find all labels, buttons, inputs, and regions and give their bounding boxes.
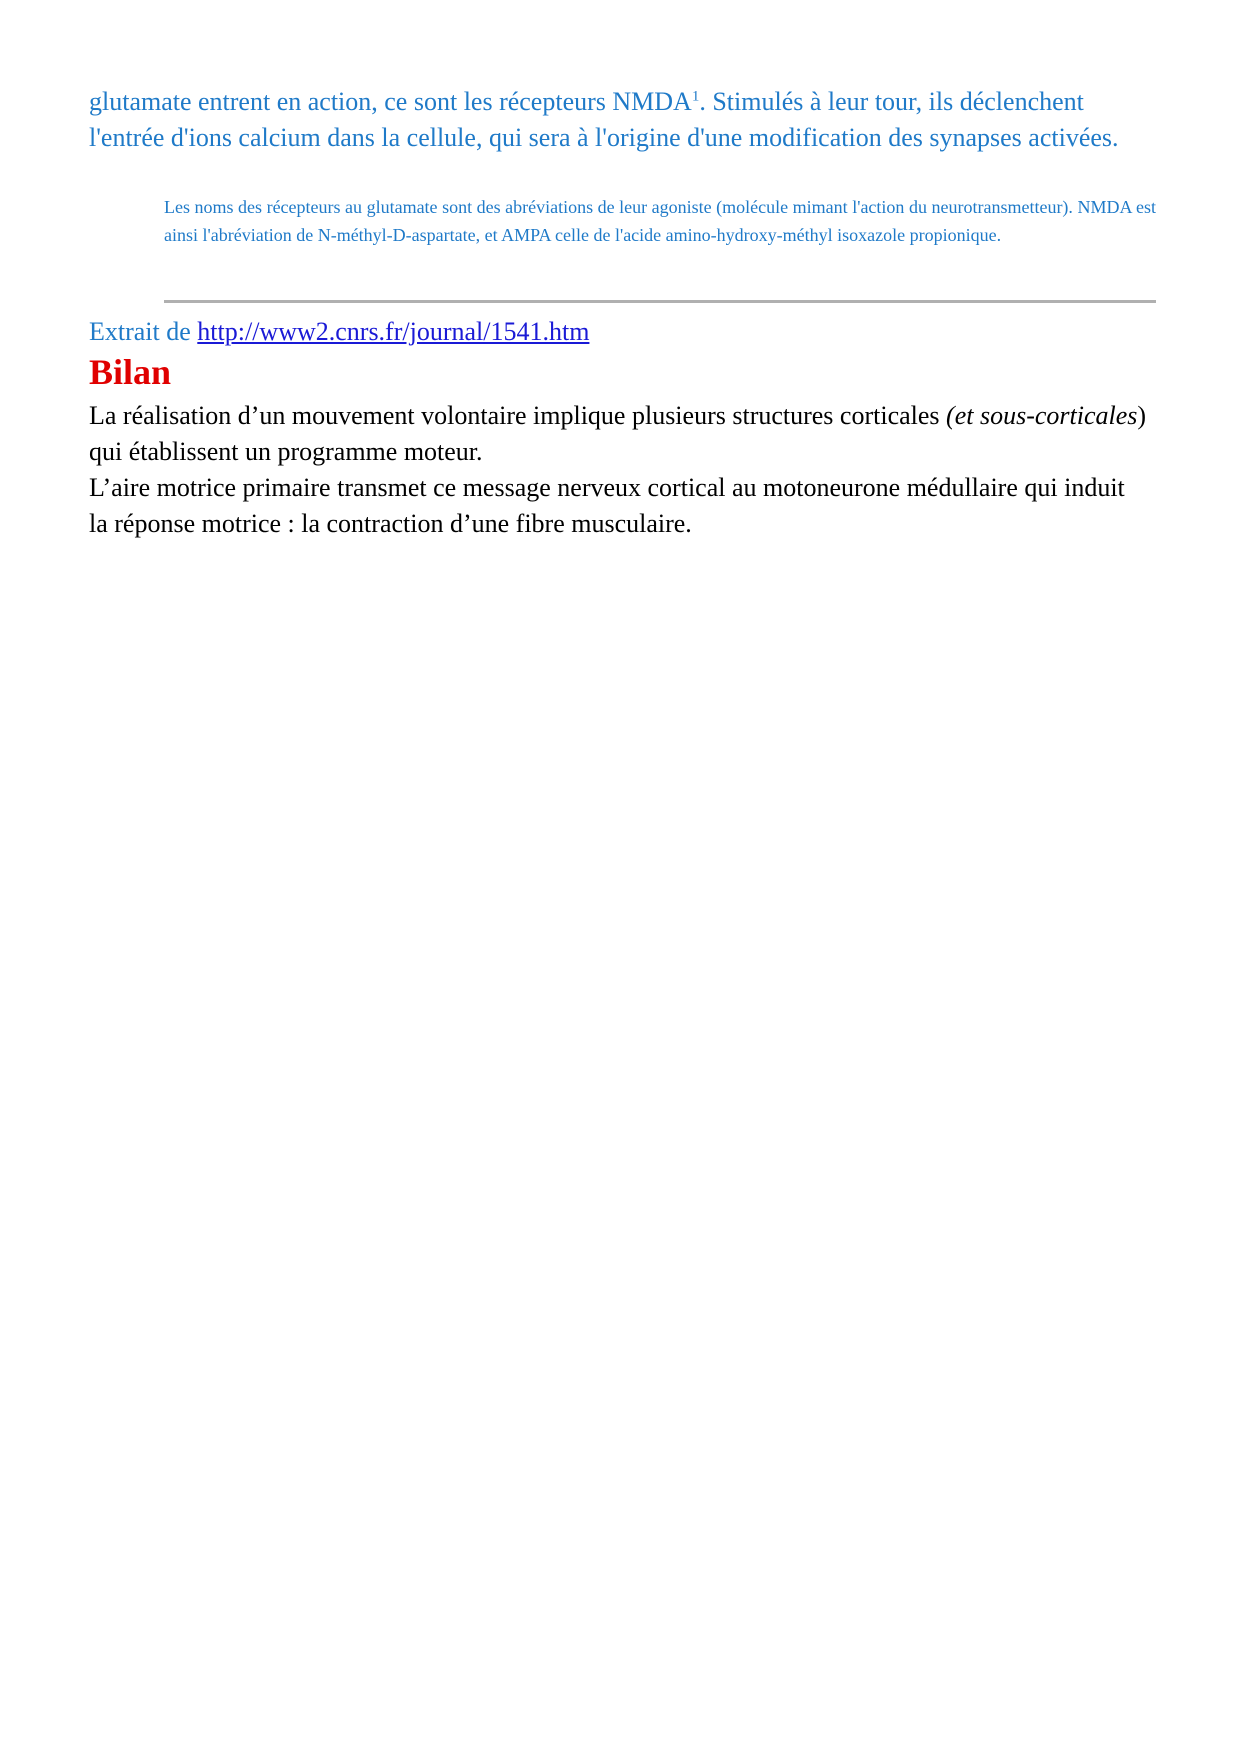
horizontal-divider [164,300,1156,303]
footnote-marker[interactable]: 1 [691,88,700,105]
source-prefix: Extrait de [89,317,198,346]
bilan-heading: Bilan [89,352,172,392]
paragraph-text-end: . Stimulés à leur tour, ils déclenchent l'entrée d'ions calcium dans la cellule, qui sera à l'origine d'une modification des synapses activées. [89,87,1119,152]
glutamate-paragraph [89,84,1149,156]
bilan-body [89,398,1149,542]
bilan-p1-italic: (et sous-corticales [946,401,1138,430]
source-line [89,314,589,350]
footnote-text: Les noms des récepteurs au glutamate sont des abréviations de leur agoniste (molécule mimant l'action du neurotransmetteur). NMDA est ainsi l'abréviation de N-méthyl-D-aspartate, et AMPA celle de l'acide amino-hydroxy-méthyl isoxazole propionique. [164,197,1156,245]
bilan-p1-end: ) qui établissent un programme moteur. [89,401,1147,466]
bilan-p1-start: La réalisation d’un mouvement volontaire implique plusieurs structures corticales [89,401,947,430]
bilan-paragraph-1 [89,398,1149,470]
source-link[interactable]: http://www2.cnrs.fr/journal/1541.htm [197,317,590,346]
bilan-paragraph-2: L’aire motrice primaire transmet ce message nerveux cortical au motoneurone médullaire qui induit la réponse motrice : la contraction d’une fibre musculaire. [89,473,1125,538]
paragraph-text-start: glutamate entrent en action, ce sont les récepteurs NMDA [89,87,692,116]
